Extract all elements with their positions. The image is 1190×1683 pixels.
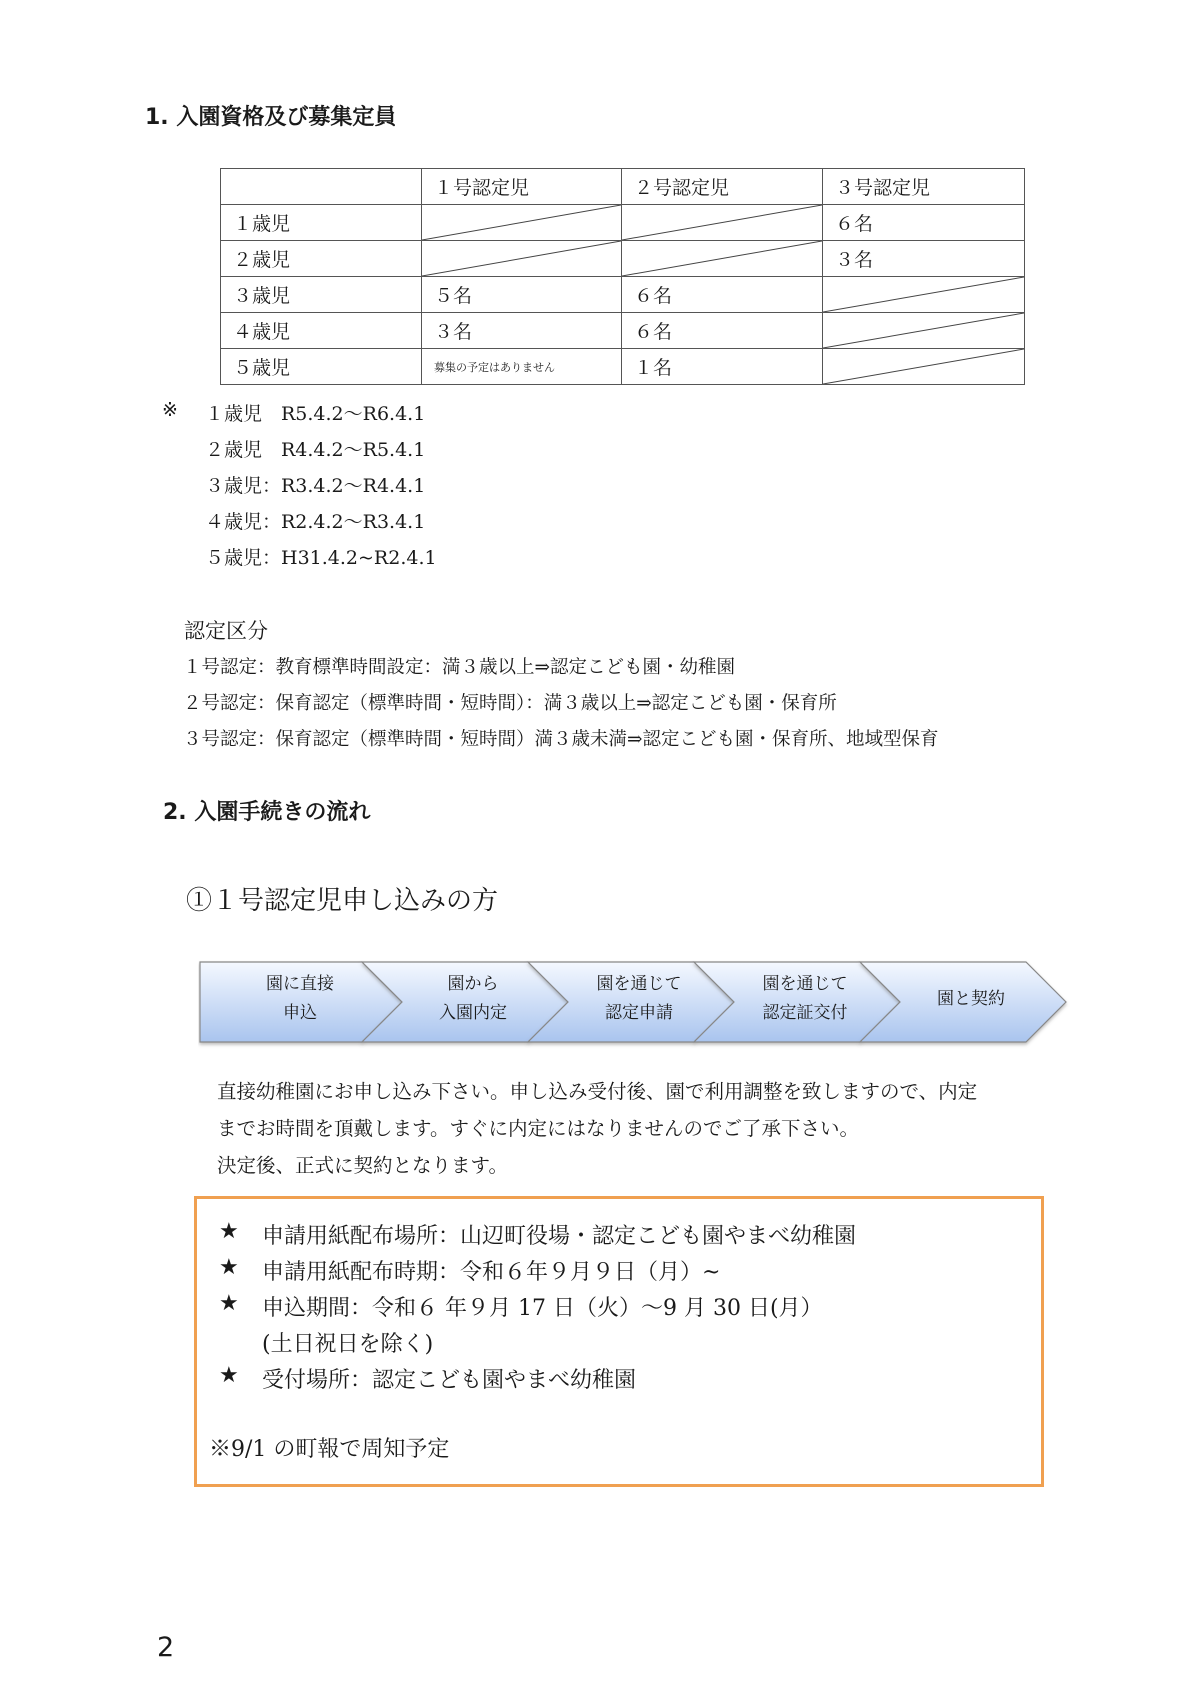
paragraph-line: までお時間を頂戴します。すぐに内定にはなりませんのでご了承下さい。: [217, 1117, 859, 1140]
not-applicable-cell: [622, 205, 823, 241]
flow-step-line: 園と契約: [937, 989, 1005, 1009]
info-item-text: 受付場所：認定こども園やまべ幼稚園: [262, 1368, 637, 1393]
table-header-row: [221, 169, 1025, 205]
flow-step: [398, 970, 548, 1028]
age-cell: １歳児: [221, 205, 422, 241]
info-item-continuation: (土日祝日を除く): [262, 1332, 434, 1357]
not-applicable-cell: [823, 349, 1025, 385]
quota-cell: １名: [622, 349, 823, 385]
star-icon: ★: [219, 1219, 239, 1244]
age-range-note: ３歳児：R3.4.2～R4.4.1: [205, 475, 426, 497]
table-row: [221, 205, 1025, 241]
info-item-text: 申請用紙配布場所：山辺町役場・認定こども園やまべ幼稚園: [262, 1224, 857, 1249]
not-applicable-cell: [622, 241, 823, 277]
info-item-text: 申請用紙配布時期：令和６年９月９日（月）~: [262, 1260, 721, 1285]
quota-cell: ３名: [422, 313, 622, 349]
star-icon: ★: [219, 1363, 239, 1388]
kubun-line: ３号認定：保育認定（標準時間・短時間）満３歳未満⇒認定こども園・保育所、地域型保育: [183, 729, 939, 750]
section-1-title: 1. 入園資格及び募集定員: [145, 105, 397, 130]
flow-step-line: 園に直接: [266, 974, 334, 994]
table-header-cell: ３号認定児: [823, 169, 1025, 205]
info-item-text: 申込期間：令和６ 年９月 17 日（火）～9 月 30 日(月）: [262, 1296, 823, 1321]
age-cell: ２歳児: [221, 241, 422, 277]
quota-cell: ６名: [622, 277, 823, 313]
info-box-note: ※9/1 の町報で周知予定: [209, 1437, 450, 1462]
star-icon: ★: [219, 1291, 239, 1316]
table-row: [221, 349, 1025, 385]
kubun-title: 認定区分: [184, 619, 268, 643]
subsection-title: ①１号認定児申し込みの方: [186, 886, 499, 916]
flow-step: [896, 985, 1046, 1014]
not-applicable-cell: [823, 277, 1025, 313]
age-range-note: ２歳児 R4.4.2～R5.4.1: [205, 439, 426, 461]
quota-cell: ３名: [823, 241, 1025, 277]
table-row: [221, 313, 1025, 349]
kubun-line: ２号認定：保育認定（標準時間・短時間）：満３歳以上⇒認定こども園・保育所: [183, 693, 837, 714]
flow-step-line: 園を通じて: [762, 974, 848, 994]
age-range-note: １歳児 R5.4.2～R6.4.1: [205, 403, 426, 425]
age-range-note: ４歳児：R2.4.2～R3.4.1: [205, 511, 426, 533]
info-box: [194, 1196, 1044, 1487]
table-header-cell: １号認定児: [422, 169, 622, 205]
quota-cell: ６名: [823, 205, 1025, 241]
age-cell: ５歳児: [221, 349, 422, 385]
table-header-cell: [221, 169, 422, 205]
age-cell: ４歳児: [221, 313, 422, 349]
table-header-cell: ２号認定児: [622, 169, 823, 205]
flow-step: [730, 970, 880, 1028]
note-mark: ※: [162, 399, 178, 421]
flow-step-line: 認定証交付: [762, 1003, 848, 1023]
table-row: [221, 241, 1025, 277]
star-icon: ★: [219, 1255, 239, 1280]
flow-step-line: 園から: [447, 974, 499, 994]
age-range-note: ５歳児：H31.4.2~R2.4.1: [205, 547, 437, 569]
not-applicable-cell: [422, 241, 622, 277]
flow-step-line: 申込: [283, 1003, 317, 1023]
age-cell: ３歳児: [221, 277, 422, 313]
page-number: 2: [157, 1632, 175, 1663]
not-applicable-cell: [823, 313, 1025, 349]
kubun-line: １号認定：教育標準時間設定：満３歳以上⇒認定こども園・幼稚園: [183, 657, 736, 678]
table-row: [221, 277, 1025, 313]
quota-cell: 募集の予定はありません: [422, 349, 622, 385]
not-applicable-cell: [422, 205, 622, 241]
paragraph-line: 直接幼稚園にお申し込み下さい。申し込み受付後、園で利用調整を致しますので、内定: [217, 1080, 978, 1103]
section-2-title: 2. 入園手続きの流れ: [163, 800, 371, 825]
flow-step-line: 入園内定: [439, 1003, 507, 1023]
quota-table: [220, 168, 1025, 385]
flow-step-line: 園を通じて: [596, 974, 682, 994]
flow-step: [225, 970, 375, 1028]
quota-cell: ５名: [422, 277, 622, 313]
paragraph-line: 決定後、正式に契約となります。: [217, 1154, 508, 1177]
quota-cell: ６名: [622, 313, 823, 349]
flow-step-line: 認定申請: [605, 1003, 673, 1023]
flow-step: [564, 970, 714, 1028]
